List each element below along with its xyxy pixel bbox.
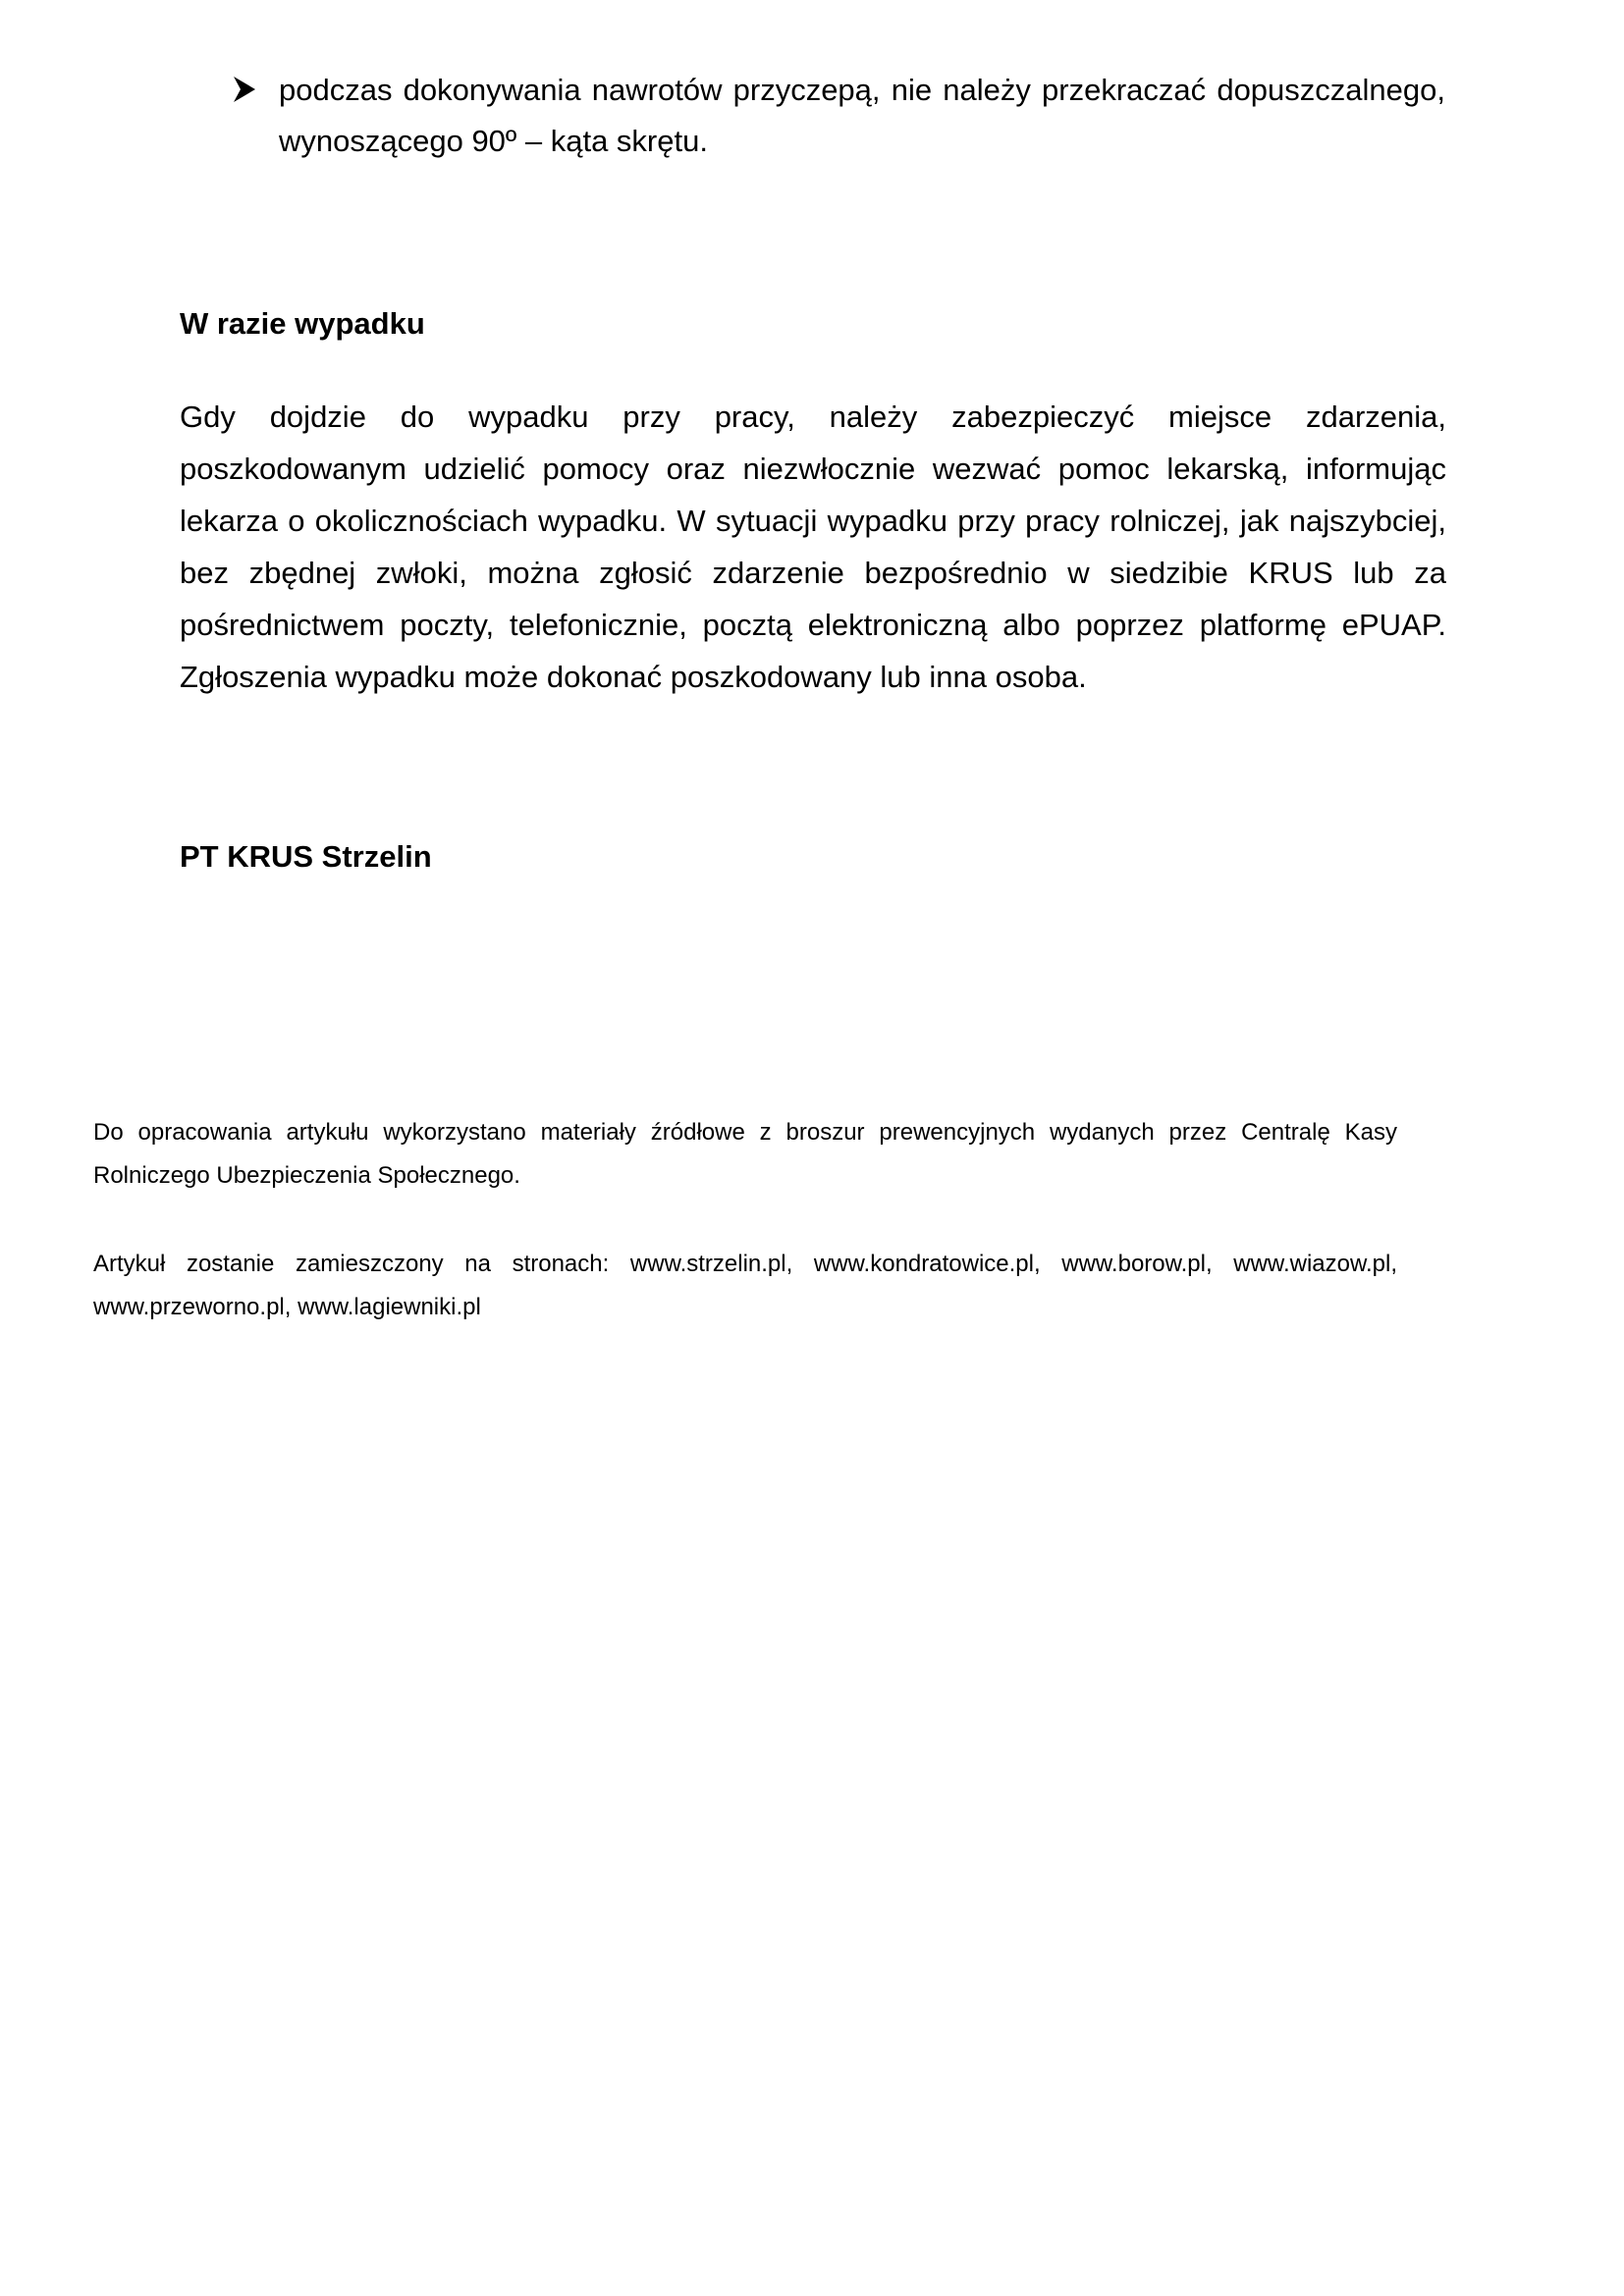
arrow-bullet-icon xyxy=(232,75,257,104)
publication-footnote: Artykuł zostanie zamieszczony na stronach: www.strzelin.pl, www.kondratowice.pl, www.borow.pl, www.wiazow.pl, www.przeworno.pl, www.lagiewniki.pl xyxy=(93,1251,1397,1320)
section-heading-accident: W razie wypadku xyxy=(180,306,425,341)
author-signature: PT KRUS Strzelin xyxy=(180,839,432,874)
accident-paragraph: Gdy dojdzie do wypadku przy pracy, należy zabezpieczyć miejsce zdarzenia, poszkodowanym udzielić pomocy oraz niezwłocznie wezwać pomoc lekarską, informując lekarza o okolicznościach wypadku. W sytuacji wypadku przy pracy rolniczej, jak najszybciej, bez zbędnej zwłoki, można zgłosić zdarzenie bezpośrednio w siedzibie KRUS lub za pośrednictwem poczty, telefonicznie, pocztą elektroniczną albo poprzez platformę ePUAP. Zgłoszenia wypadku może dokonać poszkodowany lub inna osoba. xyxy=(180,400,1446,694)
bullet-item xyxy=(232,65,1445,167)
sources-footnote: Do opracowania artykułu wykorzystano materiały źródłowe z broszur prewencyjnych wydanych przez Centralę Kasy Rolniczego Ubezpieczenia Społecznego. xyxy=(93,1119,1397,1189)
bullet-text: podczas dokonywania nawrotów przyczepą, nie należy przekraczać dopuszczalnego, wynoszącego 90º – kąta skrętu. xyxy=(279,73,1445,158)
